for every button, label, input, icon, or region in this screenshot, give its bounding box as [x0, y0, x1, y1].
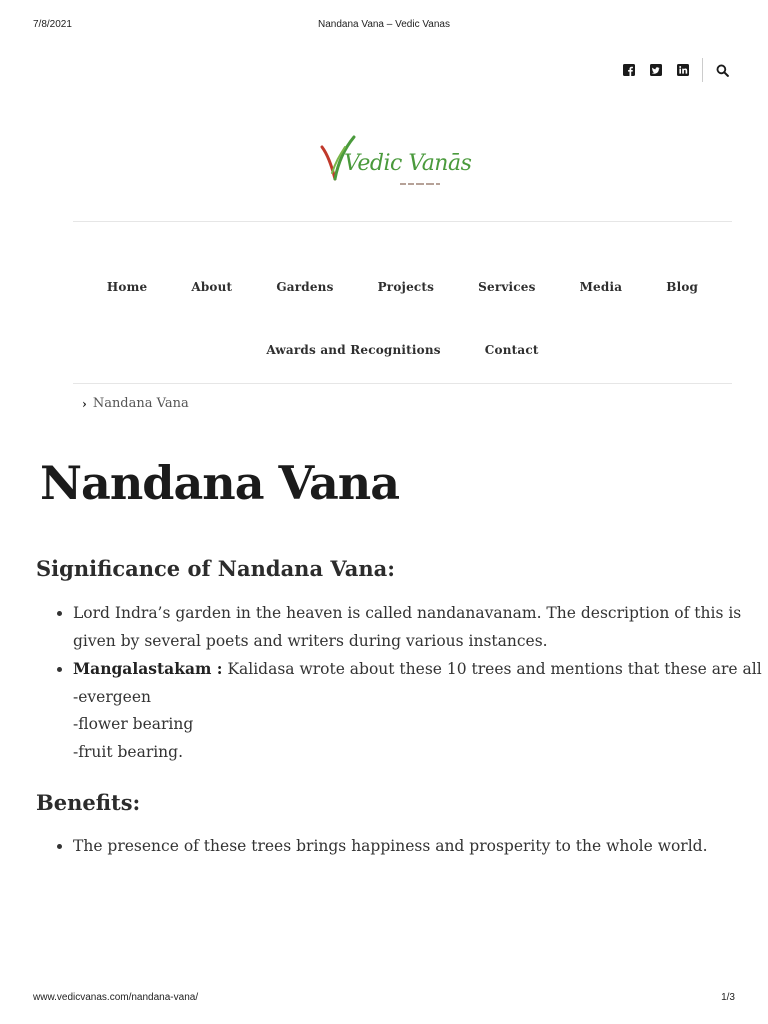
nav-divider: [73, 383, 732, 384]
benefits-heading: Benefits:: [36, 790, 141, 815]
trait-flower-bearing: -flower bearing: [73, 715, 194, 734]
search-button[interactable]: [709, 60, 735, 80]
nav-item-services[interactable]: Services: [478, 280, 536, 294]
topbar-divider: [702, 58, 703, 82]
top-bar: [615, 60, 735, 80]
print-document-title: Nandana Vana – Vedic Vanas: [318, 19, 450, 30]
linkedin-icon[interactable]: [669, 60, 696, 80]
print-header: [33, 19, 735, 33]
print-page-indicator: 1/3: [721, 992, 735, 1003]
search-icon: [716, 64, 729, 77]
list-item: [73, 833, 768, 861]
logo-tagline-graphic: [400, 179, 440, 187]
print-footer: [33, 992, 735, 1006]
nav-item-projects[interactable]: Projects: [377, 280, 435, 294]
mangalastakam-text: Kalidasa wrote about these 10 trees and mentions that these are all: [222, 660, 762, 679]
trait-evergreen: -evergeen: [73, 687, 151, 706]
print-url: www.vedicvanas.com/nandana-vana/: [33, 992, 199, 1003]
nav-row-primary: [73, 280, 732, 294]
significance-heading: Significance of Nandana Vana:: [36, 556, 395, 581]
chevron-right-icon: ›: [82, 396, 87, 411]
nav-item-gardens[interactable]: Gardens: [276, 280, 334, 294]
print-date: 7/8/2021: [33, 19, 72, 30]
significance-item-text: Lord Indra’s garden in the heaven is called nandanavanam. The description of this is given by several poets and writers during various instances.: [73, 604, 742, 650]
site-logo[interactable]: [318, 133, 472, 193]
logo-brand-name: Vedic Vanās: [344, 151, 472, 176]
mangalastakam-label: Mangalastakam :: [73, 659, 223, 679]
trait-fruit-bearing: -fruit bearing.: [73, 742, 184, 761]
breadcrumb-current[interactable]: Nandana Vana: [92, 396, 189, 411]
nav-row-secondary: [73, 343, 732, 357]
nav-item-media[interactable]: Media: [579, 280, 623, 294]
benefits-item-text: The presence of these trees brings happiness and prosperity to the whole world.: [73, 837, 708, 855]
list-item: [73, 655, 768, 766]
nav-item-about[interactable]: About: [191, 280, 233, 294]
facebook-icon[interactable]: [615, 60, 642, 80]
breadcrumb: [82, 396, 189, 411]
nav-item-contact[interactable]: Contact: [484, 343, 539, 357]
header-divider: [73, 221, 732, 222]
benefits-list: [36, 833, 768, 861]
list-item: [73, 600, 768, 655]
page-title: Nandana Vana: [40, 456, 400, 510]
nav-item-awards[interactable]: Awards and Recognitions: [266, 343, 441, 357]
nav-item-home[interactable]: Home: [106, 280, 148, 294]
nav-item-blog[interactable]: Blog: [666, 280, 699, 294]
twitter-icon[interactable]: [642, 60, 669, 80]
significance-list: [36, 600, 768, 767]
